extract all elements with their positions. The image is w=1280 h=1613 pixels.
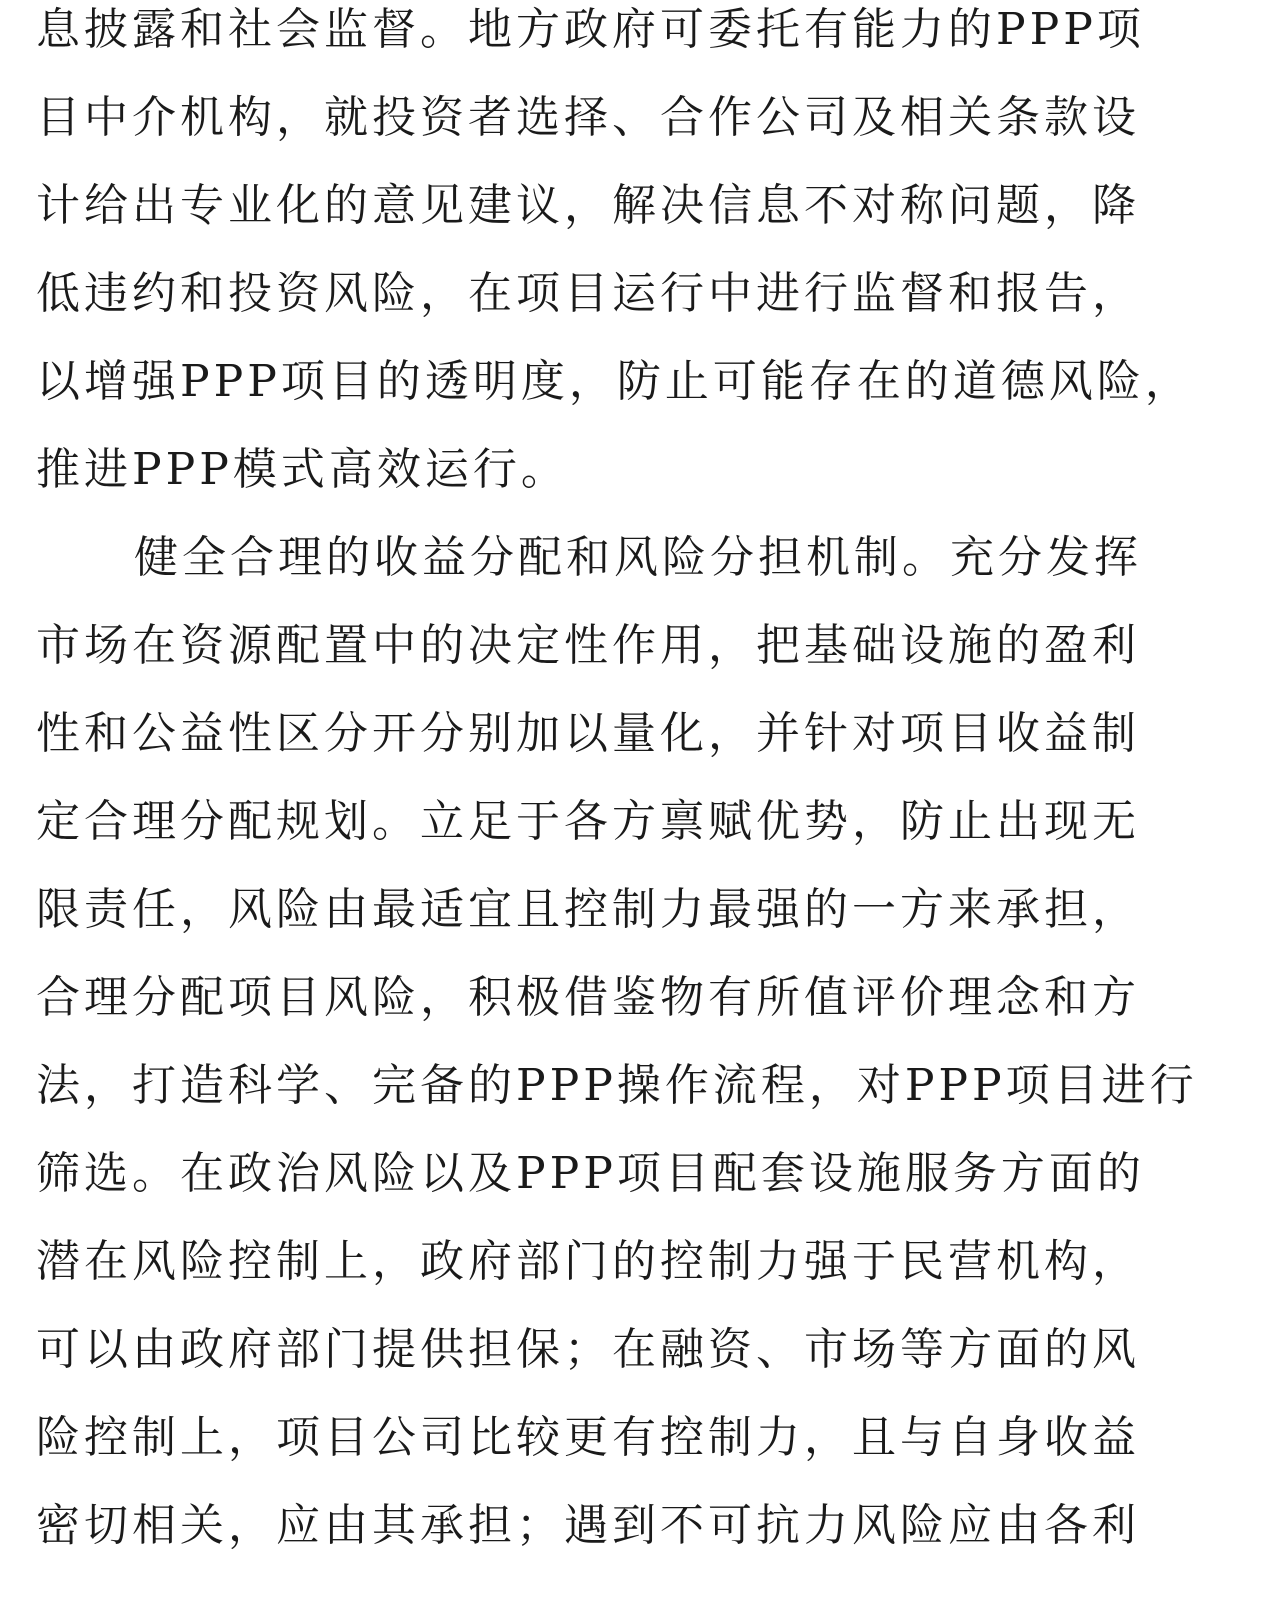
text-line: 定合理分配规划。立足于各方禀赋优势，防止出现无 [36,796,1140,847]
text-line: 可以由政府部门提供担保；在融资、市场等方面的风 [36,1324,1140,1375]
text-line: 以增强PPP项目的透明度，防止可能存在的道德风险， [36,356,1193,407]
text-line: 限责任，风险由最适宜且控制力最强的一方来承担， [36,884,1140,935]
paragraph-first-line: 健全合理的收益分配和风险分担机制。充分发挥 [134,532,1142,583]
text-line: 息披露和社会监督。地方政府可委托有能力的PPP项 [36,4,1145,55]
text-line: 推进PPP模式高效运行。 [36,444,569,495]
text-line: 合理分配项目风险，积极借鉴物有所值评价理念和方 [36,972,1140,1023]
text-line: 低违约和投资风险，在项目运行中进行监督和报告， [36,268,1140,319]
text-line: 性和公益性区分开分别加以量化，并针对项目收益制 [36,708,1140,759]
text-line: 筛选。在政治风险以及PPP项目配套设施服务方面的 [36,1148,1145,1199]
text-line: 市场在资源配置中的决定性作用，把基础设施的盈利 [36,620,1140,671]
text-line: 潜在风险控制上，政府部门的控制力强于民营机构， [36,1236,1140,1287]
text-line: 法，打造科学、完备的PPP操作流程，对PPP项目进行 [36,1060,1198,1111]
text-line: 计给出专业化的意见建议，解决信息不对称问题，降 [36,180,1140,231]
text-line: 险控制上，项目公司比较更有控制力，且与自身收益 [36,1412,1140,1463]
text-line: 目中介机构，就投资者选择、合作公司及相关条款设 [36,92,1140,143]
text-line: 密切相关，应由其承担；遇到不可抗力风险应由各利 [36,1500,1140,1551]
